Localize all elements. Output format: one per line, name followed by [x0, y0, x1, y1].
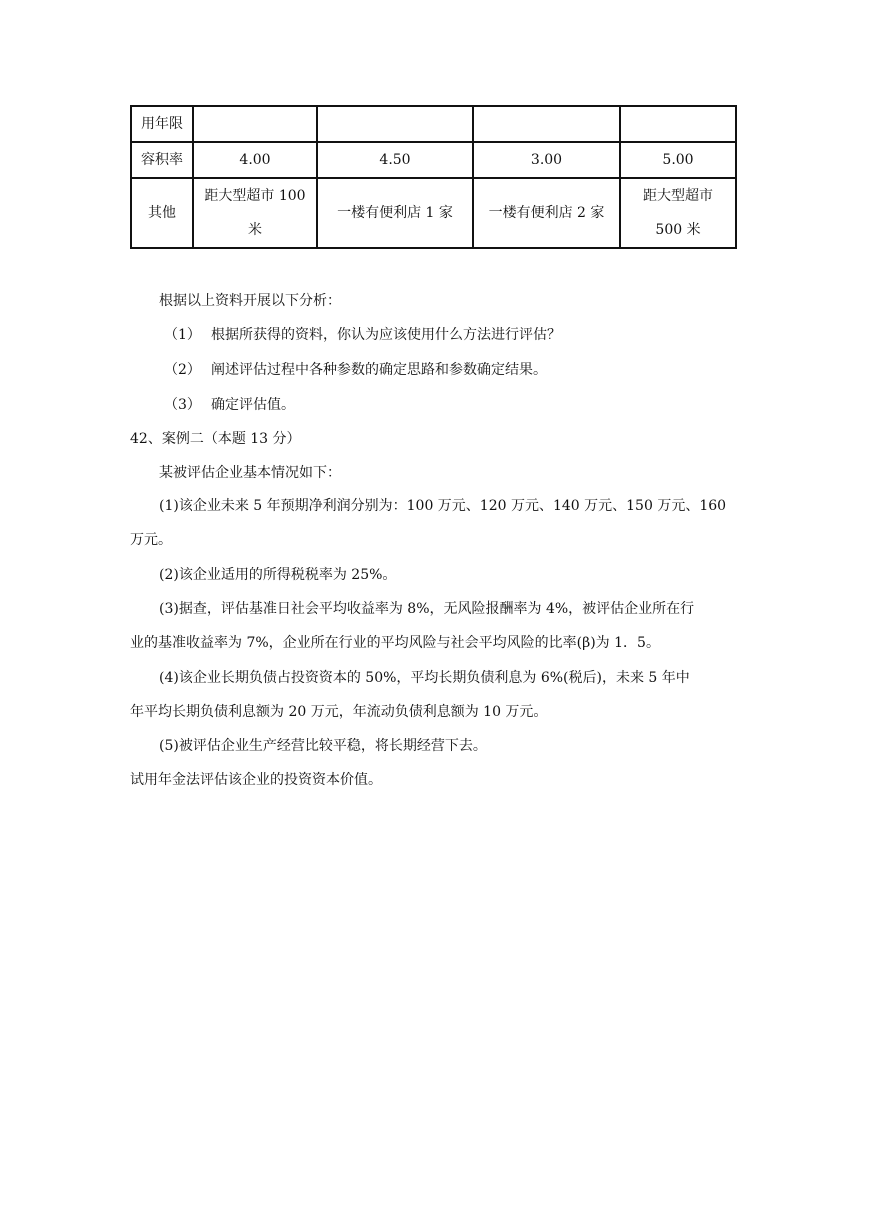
- cell-line: 一楼有便利店 2 家: [488, 205, 605, 221]
- case2-paragraph-2: (2)该企业适用的所得税税率为 25%。: [159, 567, 397, 583]
- analysis-item-2-number: （2）: [164, 362, 201, 378]
- case2-paragraph-5: (5)被评估企业生产经营比较平稳，将长期经营下去。: [159, 738, 487, 754]
- analysis-item-2-text: 阐述评估过程中各种参数的确定思路和参数确定结果。: [211, 362, 547, 378]
- row-label: 容积率: [131, 142, 193, 178]
- comparables-table: [130, 105, 737, 249]
- cell-line: 500 米: [655, 222, 701, 238]
- case2-paragraph-3-line-2: 业的基准收益率为 7%，企业所在行业的平均风险与社会平均风险的比率(β)为 1．5。: [130, 635, 660, 651]
- cell-line: 一楼有便利店 1 家: [337, 205, 453, 221]
- table-cell: 4.00: [193, 142, 317, 178]
- table-cell: 3.00: [473, 142, 620, 178]
- table-cell: [317, 106, 473, 142]
- case2-paragraph-4-line-1: (4)该企业长期负债占投资资本的 50%，平均长期负债利息为 6%(税后)，未来 5 年中: [159, 670, 690, 686]
- table-cell: [317, 178, 473, 248]
- table-row-usage-years: [131, 106, 736, 142]
- table-cell: [473, 178, 620, 248]
- table-cell: [473, 106, 620, 142]
- table-cell: [620, 106, 736, 142]
- table-row-plot-ratio: [131, 142, 736, 178]
- table-cell: 5.00: [620, 142, 736, 178]
- row-label: 其他: [131, 178, 193, 248]
- table-cell: [193, 106, 317, 142]
- analysis-item-3-text: 确定评估值。: [211, 397, 295, 413]
- analysis-item-1-text: 根据所获得的资料，你认为应该使用什么方法进行评估？: [211, 327, 561, 343]
- cell-line: 距大型超市 100: [204, 188, 306, 204]
- analysis-item-1-number: （1）: [164, 327, 201, 343]
- case2-paragraph-3-line-1: (3)据查，评估基准日社会平均收益率为 8%，无风险报酬率为 4%，被评估企业所在行: [159, 601, 695, 617]
- case2-question: 试用年金法评估该企业的投资资本价值。: [130, 772, 382, 788]
- case2-paragraph-1-line-1: (1)该企业未来 5 年预期净利润分别为：100 万元、120 万元、140 万元、150 万元、160: [159, 498, 727, 514]
- cell-line: 米: [248, 222, 262, 238]
- cell-line: 距大型超市: [643, 188, 713, 204]
- analysis-item-3-number: （3）: [164, 397, 201, 413]
- row-label: 用年限: [131, 106, 193, 142]
- case2-paragraph-4-line-2: 年平均长期负债利息额为 20 万元，年流动负债利息额为 10 万元。: [130, 704, 548, 720]
- table-cell: [620, 178, 736, 248]
- analysis-intro: 根据以上资料开展以下分析：: [159, 293, 341, 309]
- table-cell: 4.50: [317, 142, 473, 178]
- table-row-other: [131, 178, 736, 248]
- case2-intro: 某被评估企业基本情况如下：: [159, 465, 341, 481]
- case2-paragraph-1-line-2: 万元。: [130, 532, 172, 548]
- case2-heading: 42、案例二（本题 13 分）: [130, 431, 301, 447]
- table-cell: [193, 178, 317, 248]
